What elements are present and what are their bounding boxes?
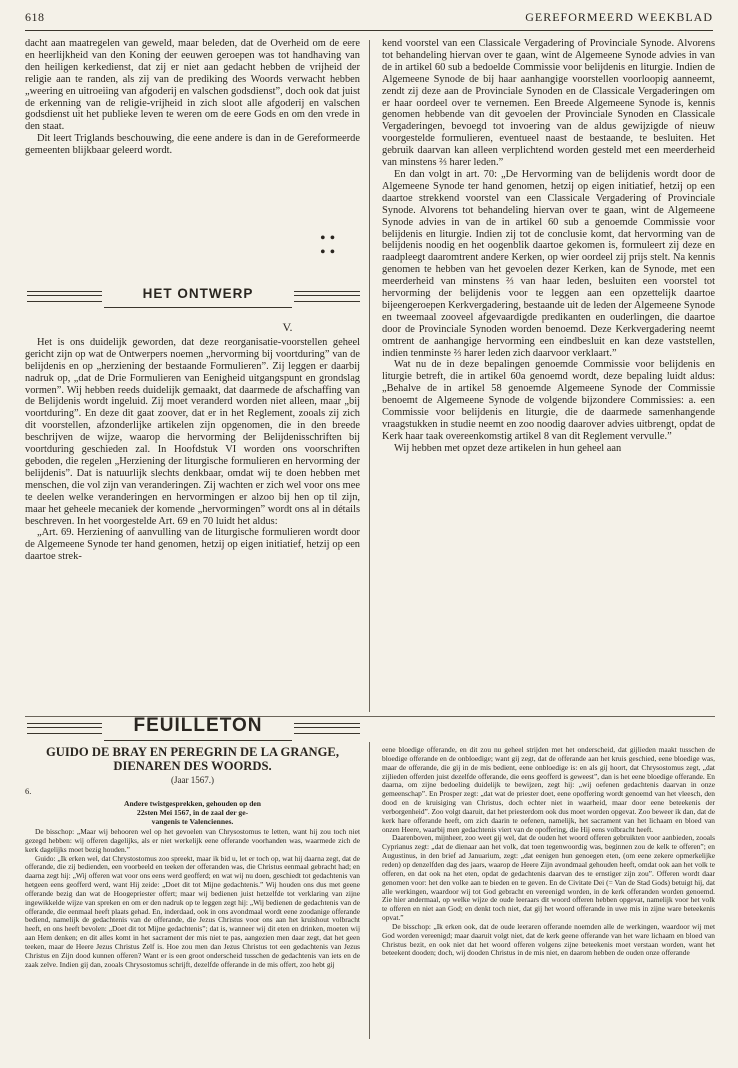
paragraph: kend voorstel van een Classicale Vergadering of Provinciale Synode. Alvorens tot behandeling hiervan over te gaan, wint de Algemeene Synode advies in van de in artikel 60 sub a bedoelde Commissie voor belijdenis en liturgie. Indien de Algemeene Synode de bij haar aanhangige voorstellen voorloopig aanneemt, zendt zij deze aan de Provinciale Synoden en de Classicale Vergaderingen om er haar oordeel over te vernemen. Een Breede Algemeene Synode is, kennis genomen hebbende van dit gevoelen der Provinciale Synoden en Classicale Vergaderingen, bevoegd tot invoering van de aldus gewijzigde of nieuw voorgestelde formulieren, eventueel naast de bestaande, te besluiten. Het gebruik daarvan kan alleen verplichtend worden gesteld met een meerderheid van minstens ⅔ harer leden.” [382,38,715,169]
header-rule [25,30,713,31]
column-2-top [382,38,715,455]
column-1-ontwerp [25,322,360,563]
feuilleton-column-2 [382,746,715,958]
section-heading-het-ontwerp: HET ONTWERP [142,286,254,301]
heading-rule-right [294,291,360,302]
page-number: 618 [25,10,45,24]
story-year: (Jaar 1567.) [171,775,214,785]
story-title: GUIDO DE BRAY EN PEREGRIN DE LA GRANGE, DIENAREN DES WOORDS. [46,745,339,773]
column-rule-top [369,40,370,712]
section-roman-numeral: V. [282,320,293,334]
paragraph: En dan volgt in art. 70: „De Hervorming van de belijdenis wordt door de Algemeene Synode ter hand genomen, hetzij op eigen initiatief, hetzij op een daartoe strekkend voorstel van een Classicale Vergadering of Provinciale Synode. Alvorens tot behandeling hiervan over te gaan, wint de Algemeene Synode advies in van de in artikel 60 sub a genoemde Commissie voor belijdenis en liturgie. Indien zij tot de conclusie komt, dat hervorming van de belijdenis noodig en het oogenblik daartoe gekomen is, formuleert zij deze en raadpleegt daaromtrent andere Kerken, op wier oordeel zij prijs stelt. Na kennis genomen te hebben van het gevoelen dezer Kerken, kan de Synode, met een meerderheid van minstens ⅔ van haar leden, besluiten een voorstel tot hervorming der belijdenis voor te leggen aan een opzettelijk daartoe bijeengeroepen Kerkvergadering, bestaande uit de leden der Algemeene Synode en tweemaal zooveel afgevaardigde predikanten en ouderlingen, die daartoe door de Provinciale Synoden worden benoemd. Deze Kerkvergadering neemt omtrent de aanhangige hervorming een eindbesluit en kan deze vaststellen, indien tenminste ⅔ harer leden zich daarvoor verklaart.” [382,168,715,359]
running-header [25,10,713,28]
paragraph: Wij hebben met opzet deze artikelen in hun geheel aan [394,442,622,454]
chapter-number: 6. [25,786,32,796]
paragraph: Dit leert Triglands beschouwing, die eene andere is dan in de Gereformeerde gemeenten blijkbaar geleerd wordt. [25,133,360,157]
section-heading-feuilleton: FEUILLETON [133,715,263,736]
paragraph: Daarenboven, mijnheer, zoo weet gij wel, dat de ouden het woord offeren gebruikten voor aanbieden, zooals Cyprianus zegt: „dat de dienaar aan het volk, dat toen tegenwoordig was, beginnen zou de kelk te offeren”; en Augustinus, in den brief ad Januarium, zegt: „dat eenigen hun genoegen eten, (om eene zekere opmerkelijke reden) op denzelfden dag des jaars, waarop de Heere Zijn avondmaal gehouden heeft, omdat ook aan het volk te offeren, en dat ook na het eten, opdat de gedachtenis daarvan des te ernstiger zijn zou”. Offeren wordt daar genomen voor: het den volke aan te bieden en te geven. En de Civitate Dei (= Van de Stad Gods) betuigt hij, dat alle werkingen, waardoor wij tot God gebracht en vereenigd worden, in de kerk offeranden worden genoemd. Zie hier andermaal, op welke wijze de oude leeraars dit woord offeren hebben opgevat, namelijk voor het volk te offeren en niet aan God; en denkt toch niet, dat gij het woord offerande in uwe mis in zijne ware beteekenis opvat.” [382,833,715,923]
feuilleton-underline [104,740,292,741]
section-dots: • • • • [320,230,336,261]
publication-title: GEREFORMEERD WEEKBLAD [525,10,713,24]
chapter-subtitle: Andere twistgesprekken, gehouden op den 22sten Mei 1567, in de zaal der ge- vangenis te Valenciennes. [123,799,262,826]
feuilleton-column-1 [25,746,360,970]
heading-underline [104,307,292,308]
paragraph: Guido: „Ik erken wel, dat Chrystostomus zoo spreekt, maar ik bid u, let er toch op, wat hij daarna zegt, dat de offerande, die zij bedienden, een voorbeeld en teeken der offeranden was, die Christus eenmaal gebracht had; en daarna zegt hij: „Wij offeren wat voor ons eens werd geofferd; en wat wij nu doen, geschiedt tot gedachtenis van hetgeen eens geofferd werd, want Hij zeide: „Doet dit tot Mijne gedachtenis.” Wij houden ons dus met geene offerande bezig dan wat de Hoogepriester offert; maar wij bedienen juist hetzelfde tot verklaring van zijne ingewikkelde wijze van spreken en om er den nadruk op te leggen zegt hij: „Wij bedienen de gedachtenis van de offerande, die eenmaal heeft plaats gehad. En, inderdaad, ook in ons avondmaal wordt eene zoodanige offerande bediend, namelijk de gedachtenis van de offerande, die Jezus Christus voor ons aan het kruishout volbracht heeft, en ons heeft bevolen: „Doet dit tot Mijne gedachtenis”; dat is, wanneer wij dit eten en drinken, moeten wij aan Hem denken; en dit alles komt in het sacrament der mis niet te pas, aangezien men daar zegt, dat het geen teeken, maar de Heere Jezus Christus Zelf is. Hoe zou men dan Jezus Christus tot een gedachtenis van Jezus Christus en Zijn dood kunnen offeren? Want er is een groot onderscheid tusschen de gedachtenis van iets en de zaak zelve. Indien gij dan, zooals Chrysostomus schrijft, dezelfde offerande in de mis offert, zoo hebt gij [25,853,360,969]
column-rule-bottom [369,742,370,1039]
paragraph: dacht aan maatregelen van geweld, maar beleden, dat de Overheid om de eere en heerlijkheid van den Koning der eeuwen geroepen was tot handhaving van den heiligen kerkedienst, dat zij er niet aan gedacht hebben de vrijheid der religie aan te randen, als zij van de prediking des Woords verwacht hebben „weering en uitroeiing van afgoderij en valschen godsdienst”, doch ook dat juist de erkenning van de religie-vrijheid in zich sloot alle afgoderij en valschen godsdienst uit het publieke leven te weren om de eere Gods en om den vrede in den staat. [25,38,360,133]
paragraph: De bisschop: „Ik erken ook, dat de oude leeraren offerande noemden alle de werkingen, waardoor wij met God worden vereenigd; maar daaruit volgt niet, dat de kerk geene offerande van het ware lichaam en bloed van Christus bezit, en ook niet dat het woord offeren volgens zijne beteekenis moet verstaan worden, want het beteekent dooden; doch, wij dooden Christus in de mis niet, en daarom hebben de ouden onze offerande [382,921,715,958]
column-1-top [25,38,360,157]
paragraph: eene bloedige offerande, en dit zou nu geheel strijden met het onderscheid, dat gijlieden maakt tusschen de bloedige offerande en de onbloedige; want gij zegt, dat de offerande aan het kruis geschied, eene bloedige was, maar de offerande, die gij in de mis bedient, eene onbloedige is: en als gij hoort, dat Chrysostomus zegt, „dat zijlieden offerden juist dezelfde offerande, die eens geofferd is geweest”, dan is het eene bloedige offerande. En daarna, om zijne bedoeling duidelijk te bewijzen, zegt hij: „wij oefenen gedachtenis daarvan in onze gemeenschap”. En Prosper zegt: „dat wat de priester doet, eene opoffering wordt genoemd van het vleesch, den dood en de kruisiging van Christus, doch echter niet in waarheid, maar door eene beteekenis der verborgenheid”. Zoo volgt daaruit, dat het priesterdom ook dus moet worden opgevat. Zoo beweer ik dan, dat de kerk hare offerande heeft, om zich daarin te oefenen, namelijk, het sacrament van het lichaam en bloed van onzen Heere, waarbij men gedachtenis viert van de opoffering, die Hij eens volbracht heeft. [382,745,715,834]
feuilleton-rule-left [27,723,102,734]
heading-rule-left [27,291,102,302]
paragraph: Wat nu de in deze bepalingen genoemde Commissie voor belijdenis en liturgie betreft, die in artikel 60a genoemd wordt, deze bepaling luidt aldus: „Behalve de in artikel 58 genoemde Algemeene Synode der Commissie benoemt de Algemeene Synode de volgende bijzondere Commissies: a. een Commissie voor belijdenis en liturgie, die de daarmede samenhangende vraagstukken in studie neemt en zoo noodig daarover advies uitbrengt, opdat de Kerk haar taak overeenkomstig artikel 8 van dit Reglement vervulle.” [382,359,715,442]
feuilleton-rule-right [294,723,360,734]
paragraph: De bisschop: „Maar wij behooren wel op het gevoelen van Chrysostomus te letten, want hij zou toch niet gezegd hebben: wij offeren dagelijks, als er niet werkelijk eene offerande voorhanden was, waarmede zich de kerk dagelijks moet bezig houden.” [25,827,360,854]
paragraph: „Art. 69. Herziening of aanvulling van de liturgische formulieren wordt door de Algemeene Synode ter hand genomen, hetzij op eigen initiatief, hetzij op een daartoe strek- [25,527,360,563]
paragraph: Het is ons duidelijk geworden, dat deze reorganisatie-voorstellen geheel gericht zijn op wat de Ontwerpers noemen „hervorming bij voortduring” van de belijdenis en op „herziening der bestaande Formulieren”. Zij leggen er daarbij nadruk op, „dat de Drie Formulieren van Eenigheid uitgangspunt en grondslag vormen”. Wij hebben reeds duidelijk gemaakt, dat daarmede de afschaffing van de Belijdenis wordt ingeluid. Zij moet veranderd worden niet alleen, maar „bij voortduring”. En deze dit gaat zoover, dat er in het Reglement, zooals zij zich dit voorstellen, afzonderlijke artikelen zijn opgenomen, die in den breede beschrijven de wijze, waarop die hervorming der Belijdenisschriften bij voortduring geschieden zal. In Hoofdstuk VI worden ons voorschriften geboden, die regelen „Herziening der liturgische formulieren en hervorming der belijdenis”. Dat is natuurlijk slechts denkbaar, omdat wij te doen hebben met menschen, die vol zijn van veranderingen. Zij wachten er zich wel voor ons mee te deelen welke veranderingen en hervormingen er alzoo bij hen op til zijn, maar het geheele mecaniek der komende „hervormingen” wordt ons al in détails beschreven. In het voorgestelde Art. 69 en 70 luidt het aldus: [25,336,360,527]
